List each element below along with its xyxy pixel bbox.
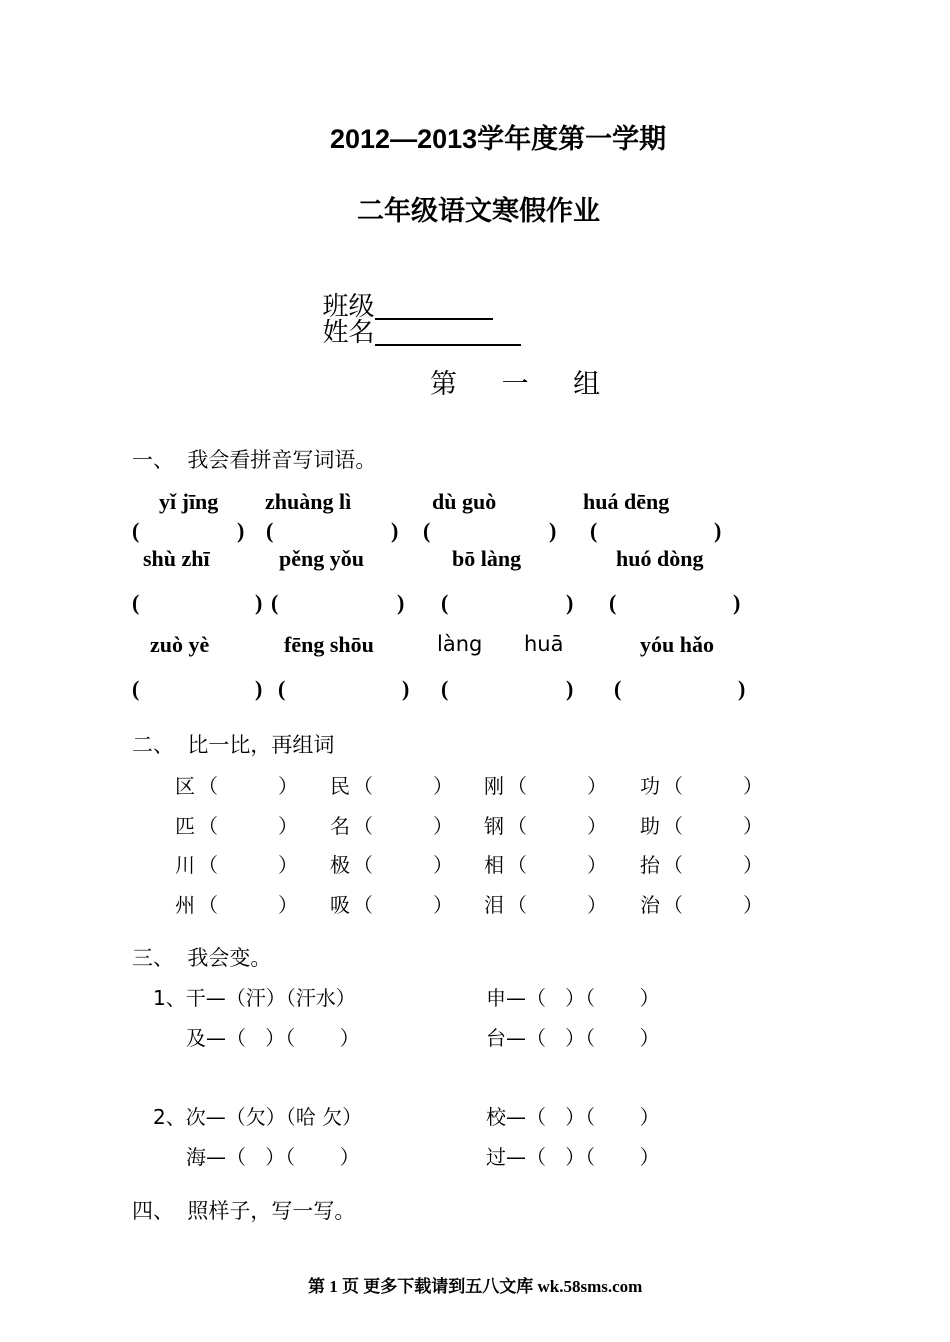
exercise-line: 申—（ ）（ ） [486, 986, 660, 1010]
compare-char: 匹 [175, 814, 195, 838]
answer-box-open: ( [614, 676, 622, 701]
answer-box-open: ( [278, 676, 286, 701]
answer-box-open: （ [507, 893, 527, 917]
compare-char: 泪 [484, 893, 504, 917]
answer-box-open: ( [423, 518, 431, 543]
pinyin-item: dù guò [432, 489, 497, 514]
answer-box-open: （ [198, 774, 218, 798]
answer-box-open: （ [198, 814, 218, 838]
name-blank[interactable] [375, 320, 521, 346]
exercise-line: 台—（ ）（ ） [486, 1026, 660, 1050]
answer-box-open: （ [507, 814, 527, 838]
answer-box-open: （ [507, 853, 527, 877]
student-info-line [306, 268, 521, 346]
answer-box-close: ） [278, 814, 298, 838]
answer-box-open: ( [271, 590, 279, 615]
answer-box-close: ) [738, 676, 746, 701]
answer-box-open: （ [198, 893, 218, 917]
answer-box-open: ( [590, 518, 598, 543]
answer-box-close: ） [433, 893, 453, 917]
answer-box-open: ( [441, 676, 449, 701]
answer-box-close: ) [397, 590, 405, 615]
answer-box-open: ( [132, 676, 140, 701]
pinyin-item: yóu hǎo [640, 632, 714, 657]
exercise-line: 海—（ ）（ ） [186, 1145, 360, 1169]
answer-box-close: ) [391, 518, 399, 543]
answer-box-close: ） [587, 814, 607, 838]
answer-box-open: （ [353, 814, 373, 838]
name-label: 姓名 [322, 318, 375, 348]
page-footer: 第 1 页 更多下载请到五八文库 wk.58sms.com [308, 1277, 643, 1296]
section2-heading: 二、 比一比，再组词 [132, 733, 335, 757]
answer-box-close: ) [255, 590, 263, 615]
compare-char: 功 [640, 774, 660, 798]
answer-box-close: ） [278, 853, 298, 877]
answer-box-open: （ [198, 853, 218, 877]
compare-char: 区 [175, 774, 195, 798]
compare-char: 名 [330, 814, 350, 838]
answer-box-open: （ [663, 853, 683, 877]
compare-char: 吸 [330, 893, 350, 917]
answer-box-close: ) [237, 518, 245, 543]
section1-heading: 一、 我会看拼音写词语。 [132, 448, 377, 472]
answer-box-open: （ [663, 814, 683, 838]
answer-box-close: ） [433, 814, 453, 838]
exercise-line: 及—（ ）（ ） [186, 1026, 360, 1050]
answer-box-close: ） [278, 774, 298, 798]
compare-char: 川 [175, 853, 195, 877]
compare-char: 钢 [484, 814, 504, 838]
compare-char: 民 [330, 774, 350, 798]
compare-char: 治 [640, 893, 660, 917]
compare-char: 极 [330, 853, 350, 877]
pinyin-item: huā [524, 632, 564, 656]
answer-box-open: ( [609, 590, 617, 615]
section3-heading: 三、 我会变。 [132, 946, 272, 970]
answer-box-close: ） [743, 893, 763, 917]
answer-box-close: ) [566, 676, 574, 701]
answer-box-close: ) [566, 590, 574, 615]
pinyin-item: làng [437, 632, 483, 656]
answer-box-close: ） [587, 853, 607, 877]
class-label: 班级 [322, 292, 375, 322]
answer-box-close: ) [402, 676, 410, 701]
answer-box-close: ） [743, 774, 763, 798]
pinyin-item: zhuàng lì [265, 489, 352, 514]
pinyin-item: zuò yè [150, 632, 210, 657]
exercise-line: 过—（ ）（ ） [486, 1145, 660, 1169]
answer-box-open: ( [441, 590, 449, 615]
answer-box-close: ) [733, 590, 741, 615]
answer-box-close: ） [433, 774, 453, 798]
pinyin-item: fēng shōu [284, 632, 374, 657]
answer-box-open: （ [663, 893, 683, 917]
compare-char: 州 [175, 893, 195, 917]
pinyin-item: pěng yǒu [279, 546, 364, 571]
answer-box-open: （ [353, 853, 373, 877]
compare-char: 刚 [484, 774, 504, 798]
answer-box-open: ( [132, 590, 140, 615]
exercise-line: 1、干—（汗）（汗水） [153, 986, 356, 1010]
answer-box-close: ） [433, 853, 453, 877]
answer-box-close: ) [714, 518, 722, 543]
section4-heading: 四、 照样子，写一写。 [132, 1199, 356, 1223]
compare-char: 相 [484, 853, 504, 877]
answer-box-close: ） [278, 893, 298, 917]
answer-box-open: （ [353, 774, 373, 798]
exercise-line: 校—（ ）（ ） [486, 1105, 660, 1129]
answer-box-open: ( [132, 518, 140, 543]
answer-box-close: ） [743, 853, 763, 877]
exercise-line: 2、次—（欠）（哈 欠） [153, 1105, 363, 1129]
pinyin-item: shù zhī [143, 546, 210, 571]
answer-box-close: ) [255, 676, 263, 701]
answer-box-open: ( [266, 518, 274, 543]
answer-box-close: ） [743, 814, 763, 838]
answer-box-open: （ [353, 893, 373, 917]
pinyin-item: huá dēng [583, 489, 670, 514]
pinyin-item: yǐ jīng [159, 489, 219, 514]
page-title: 2012—2013学年度第一学期 [330, 124, 667, 154]
answer-box-close: ） [587, 893, 607, 917]
pinyin-item: bō làng [452, 546, 522, 571]
compare-char: 抬 [640, 853, 660, 877]
answer-box-close: ） [587, 774, 607, 798]
pinyin-item: huó dòng [616, 546, 704, 571]
class-blank[interactable] [375, 294, 493, 320]
answer-box-close: ) [549, 518, 557, 543]
page-subtitle: 二年级语文寒假作业 [357, 196, 600, 226]
compare-char: 助 [640, 814, 660, 838]
group-title: 第 一 组 [430, 369, 619, 400]
answer-box-open: （ [663, 774, 683, 798]
answer-box-open: （ [507, 774, 527, 798]
